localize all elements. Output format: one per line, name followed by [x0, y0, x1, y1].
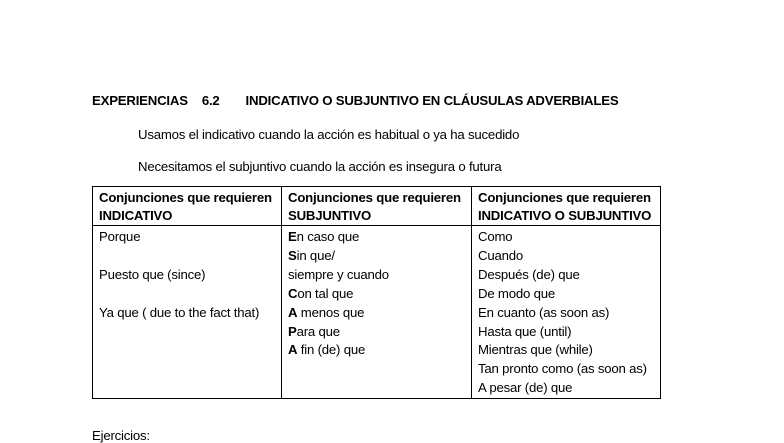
- list-item: Porque: [99, 229, 141, 244]
- intro-subjunctive: Necesitamos el subjuntivo cuando la acción es insegura o futura: [138, 159, 502, 174]
- title-topic: INDICATIVO O SUBJUNTIVO EN CLÁUSULAS ADVERBIALES: [245, 93, 619, 108]
- item-rest: menos que: [297, 304, 365, 320]
- header-ambos: [472, 187, 661, 226]
- conjunctions-table: [92, 186, 661, 399]
- initial-letter: E: [288, 229, 297, 244]
- list-item: En cuanto (as soon as): [478, 304, 610, 320]
- list-item: Puesto que (since): [99, 266, 206, 282]
- cell-ambos: [472, 226, 661, 399]
- list-item: [288, 341, 466, 360]
- header-line: Conjunciones que requieren: [478, 190, 651, 205]
- list-item: Ya que ( due to the fact that): [99, 304, 260, 320]
- initial-letter: A: [288, 304, 298, 320]
- header-line: Conjunciones que requieren: [288, 190, 461, 205]
- title-number: 6.2: [201, 93, 220, 108]
- header-line: INDICATIVO: [99, 208, 173, 223]
- initial-letter: C: [288, 285, 298, 301]
- spacer: [99, 247, 276, 266]
- title-section: EXPERIENCIAS: [92, 93, 188, 108]
- spacer: [99, 285, 276, 304]
- list-item: [288, 228, 466, 247]
- list-item: A pesar (de) que: [478, 380, 573, 396]
- cell-indicativo: [93, 226, 282, 399]
- table-row: [93, 226, 661, 399]
- page-title: [92, 93, 618, 108]
- header-line: INDICATIVO O SUBJUNTIVO: [478, 208, 652, 223]
- list-item: [288, 304, 466, 323]
- initial-letter: A: [288, 342, 298, 358]
- item-rest: fin (de) que: [297, 342, 366, 358]
- initial-letter: S: [288, 247, 297, 263]
- header-indicativo: [93, 187, 282, 226]
- header-subjuntivo: [282, 187, 472, 226]
- list-item: Tan pronto como (as soon as): [478, 361, 647, 377]
- list-item: De modo que: [478, 285, 555, 301]
- list-item: [288, 323, 466, 342]
- item-rest: in que/: [296, 247, 335, 263]
- list-item: Cuando: [478, 247, 523, 263]
- intro-indicative: Usamos el indicativo cuando la acción es habitual o ya ha sucedido: [138, 127, 520, 142]
- list-item: Como: [478, 229, 513, 244]
- table-header-row: [93, 187, 661, 226]
- item-rest: on tal que: [297, 285, 354, 301]
- list-item: Después (de) que: [478, 266, 580, 282]
- header-line: Conjunciones que requieren: [99, 190, 272, 205]
- exercises-label: Ejercicios:: [92, 428, 150, 443]
- list-item: Hasta que (until): [478, 323, 572, 339]
- item-rest: ara que: [296, 323, 340, 339]
- cell-subjuntivo: [282, 226, 472, 399]
- list-item: [288, 247, 466, 266]
- initial-letter: P: [288, 323, 297, 339]
- header-line: SUBJUNTIVO: [288, 208, 371, 223]
- item-rest: n caso que: [296, 229, 360, 244]
- list-item: [288, 266, 466, 285]
- list-item: Mientras que (while): [478, 342, 593, 358]
- item-rest: siempre y cuando: [288, 266, 389, 282]
- list-item: [288, 285, 466, 304]
